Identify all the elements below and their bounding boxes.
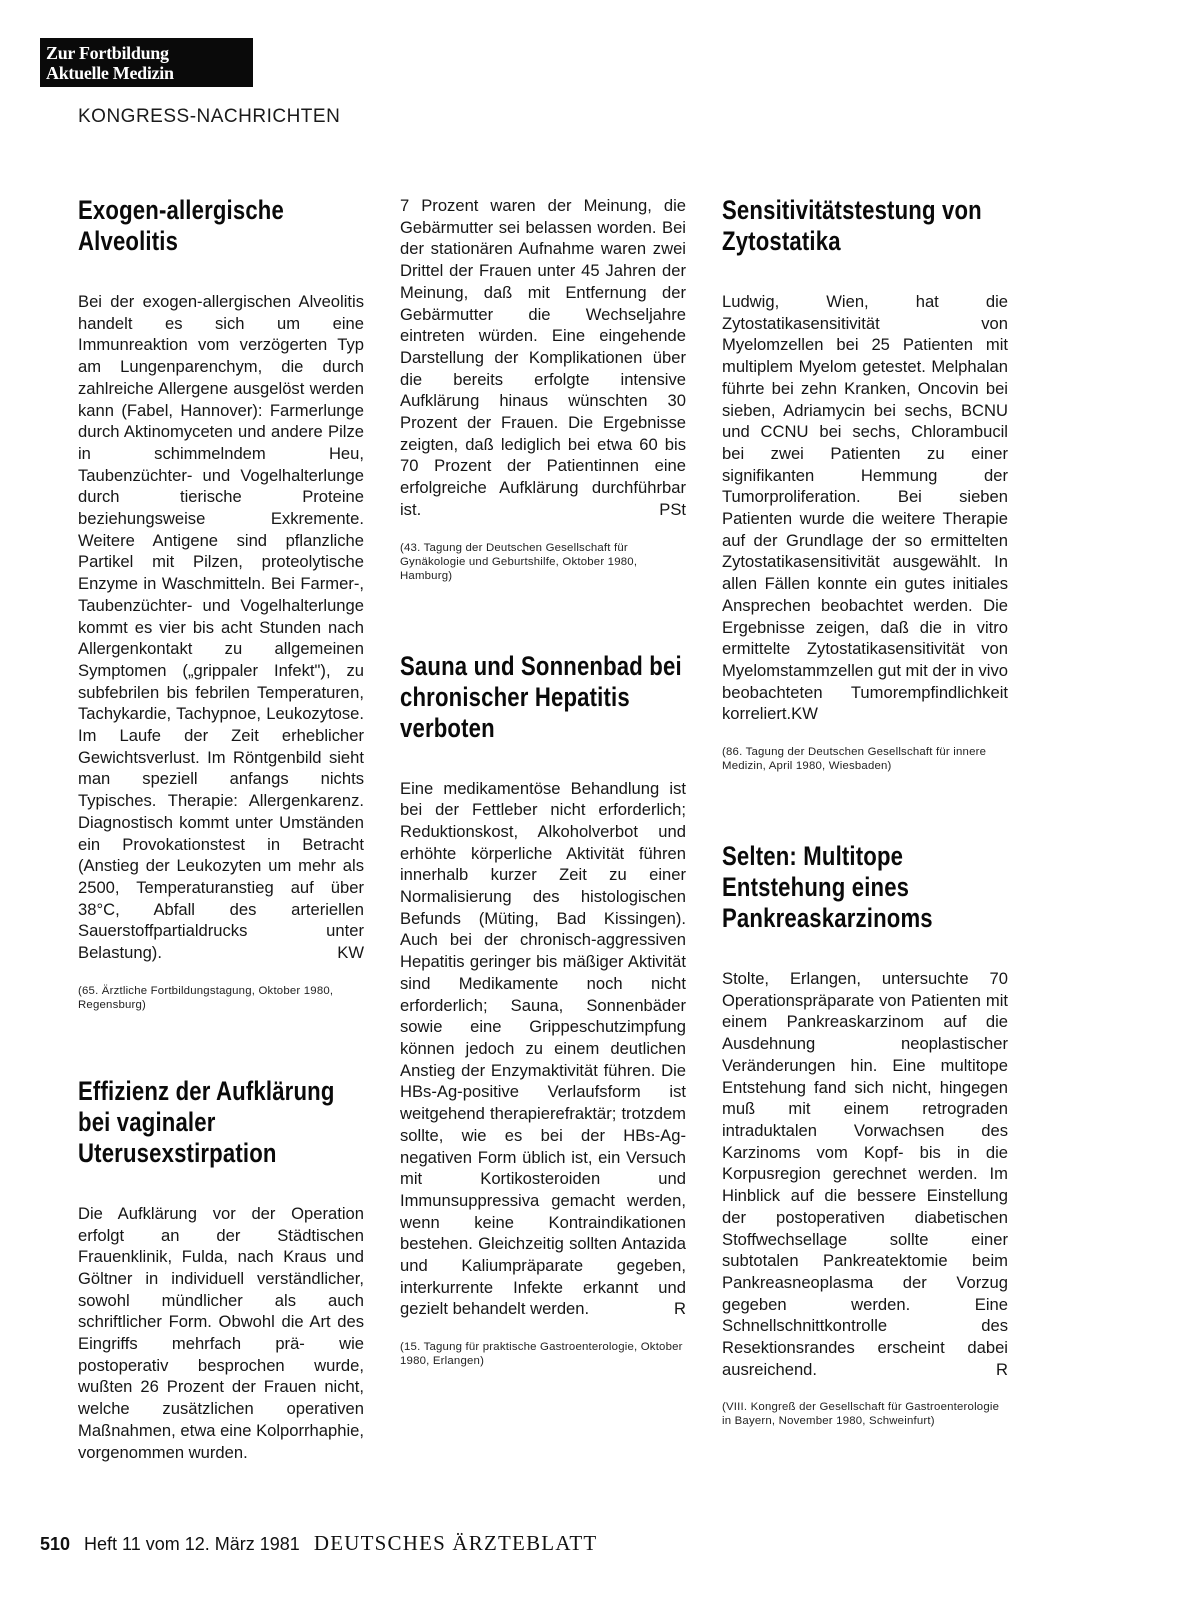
article-title: Sensitivitätstestung von Zytostatika: [722, 195, 982, 256]
badge-line-2: Aktuelle Medizin: [46, 63, 174, 83]
article-source: (86. Tagung der Deutschen Gesellschaft für innere Medizin, April 1980, Wiesbaden): [722, 746, 987, 773]
article-title: Effizienz der Aufklärung bei vaginaler Uterusexstirpation: [78, 1075, 335, 1168]
article-body-text: Ludwig, Wien, hat die Zytostatikasensitivität von Myelomzellen bei 25 Patienten mit multiplem Myelom getestet. Melphalan führte bei zehn Kranken, Oncovin bei sieben, Adriamycin bei sechs, BCNU und CCNU bei sechs, Chlorambucil bei zwei Patienten zu einer signifikanten Hemmung der Tumorproliferation. Bei sieben Patienten wurde die weitere Therapie auf der Grundlage der so ermittelten Zytostatikasensitivität ausgewählt. In allen Fällen konnte ein gutes initiales Ansprechen beobachtet werden. Die Ergebnisse zeigen, daß die in vitro ermittelte Zytostatikasensitivität von Myelomstammzellen gut mit der in vivo beobachteten Tumorempfindlichkeit korreliert.: [722, 292, 1008, 724]
article-title: Selten: Multitope Entstehung eines Pankreaskarzinoms: [722, 841, 933, 934]
article-title: Sauna und Sonnenbad bei chronischer Hepatitis verboten: [400, 650, 682, 743]
page-footer: [40, 1531, 597, 1556]
section-label: KONGRESS-NACHRICHTEN: [78, 106, 341, 127]
article-alveolitis: [78, 195, 364, 1012]
article-body: [722, 968, 1008, 1380]
article-body: [722, 291, 1008, 725]
article-body: [400, 778, 686, 1321]
article-body-text: Bei der exogen-allergischen Alveolitis handelt es sich um eine Immunreaktion vom verzögerten Typ am Lungenparenchym, die durch zahlreiche Allergene ausgelöst werden kann (Fabel, Hannover): Farmerlunge durch Aktinomyceten und andere Pilze in schimmelndem Heu, Taubenzüchter- und Vogelhalterlunge durch tierische Proteine beziehungsweise Exkremente. Weitere Antigene sind pflanzliche Partikel mit Pilzen, proteolytische Enzyme in Waschmitteln. Bei Farmer-, Taubenzüchter- und Vogelhalterlunge kommt es vier bis acht Stunden nach Allergenkontakt zu allgemeinen Symptomen („grippaler Infekt"), zu subfebrilen bis febrilen Temperaturen, Tachykardie, Tachypnoe, Leukozytose. Im Laufe der Zeit erheblicher Gewichtsverlust. Im Röntgenbild sieht man speziell anfangs nichts Typisches. Therapie: Allergenkarenz. Diagnostisch kommt unter Umständen ein Provokationstest in Betracht (Anstieg der Leukozyten um mehr als 2500, Temperaturanstieg auf über 38°C, Abfall des arteriellen Sauerstoffpartialdrucks unter Belastung).: [78, 292, 364, 963]
article-title: Exogen-allergische Alveolitis: [78, 195, 284, 256]
article-body-text: 7 Prozent waren der Meinung, die Gebärmutter sei belassen worden. Bei der stationären Aufnahme waren zwei Drittel der Frauen unter 45 Jahren der Meinung, daß mit Entfernung der Gebärmutter die Wechseljahre eintreten würden. Eine eingehende Darstellung der Komplikationen über die bereits erfolgte intensive Aufklärung hinaus wünschten 30 Prozent der Frauen. Die Ergebnisse zeigten, daß lediglich bei etwa 60 bis 70 Prozent der Patientinnen eine erfolgreiche Aufklärung durchführbar ist.: [400, 196, 686, 519]
article-source: (43. Tagung der Deutschen Gesellschaft für Gynäkologie und Geburtshilfe, Oktober 1980, Hamburg): [400, 541, 638, 582]
author-signature: R: [674, 1299, 686, 1319]
issue-info: Heft 11 vom 12. März 1981: [84, 1534, 300, 1554]
article-body: [78, 291, 364, 964]
badge-line-1: Zur Fortbildung: [46, 43, 169, 63]
article-source: (VIII. Kongreß der Gesellschaft für Gastroenterologie in Bayern, November 1980, Schweinfurt): [722, 1401, 1000, 1428]
article-zytostatika: [722, 195, 1008, 773]
author-signature: PSt: [659, 499, 686, 519]
article-body-text: Eine medikamentöse Behandlung ist bei der Fettleber nicht erforderlich; Reduktionskost, Alkoholverbot und erhöhte körperliche Aktivität führen innerhalb kurzer Zeit zu einer Normalisierung des histologischen Befunds (Müting, Bad Kissingen). Auch bei der chronisch-aggressiven Hepatitis geringer bis mäßiger Aktivität sind Medikamente noch nicht erforderlich; Sauna, Sonnenbäder sowie eine Grippeschutzimpfung können jedoch zu einem deutlichen Anstieg der Enzymaktivität führen. Die HBs-Ag-positive Verlaufsform ist weitgehend therapierefraktär; trotzdem sollte, wie es bei der HBs-Ag-negativen Form üblich ist, ein Versuch mit Kortikosteroiden und Immunsuppressiva gemacht werden, wenn keine Kontraindikationen bestehen. Gleichzeitig sollten Antazida und Kaliumpräparate gegeben, interkurrente Infekte erkannt und gezielt behandelt werden.: [400, 778, 686, 1319]
article-source: (15. Tagung für praktische Gastroenterologie, Oktober 1980, Erlangen): [400, 1341, 683, 1368]
article-aufklaerung-continued: [400, 195, 686, 583]
article-body-part-1: Die Aufklärung vor der Operation erfolgt an der Städtischen Frauenklinik, Fulda, nach Kraus und Göltner in individuell verständlicher, sowohl mündlicher als auch schriftlicher Form. Obwohl die Art des Eingriffs mehrfach prä- wie postoperativ besprochen wurde, wußten 26 Prozent der Frauen nicht, welche zusätzlichen operativen Maßnahmen, etwa eine Kolporrhaphie, vorgenommen wurden.: [78, 1203, 364, 1462]
article-body-text: Stolte, Erlangen, untersuchte 70 Operationspräparate von Patienten mit einem Pankreaskarzinom auf die Ausdehnung neoplastischer Veränderungen hin. Eine multitope Entstehung fand sich nicht, hingegen muß mit einem retrograden intraduktalen Vorwachsen des Karzinoms vom Kopf- bis in die Korpusregion gerechnet werden. Im Hinblick auf die bessere Einstellung der postoperativen diabetischen Stoffwechsellage sollte einer subtotalen Pankreatektomie beim Pankreasneoplasma der Vorzug gegeben werden. Eine Schnellschnittkontrolle des Resektionsrandes erscheint dabei ausreichend.: [722, 969, 1008, 1379]
article-body-part-2: [400, 195, 686, 521]
author-signature: KW: [791, 704, 818, 724]
column-2: [400, 195, 686, 1432]
article-pankreaskarzinom: [722, 841, 1008, 1428]
article-aufklaerung: [78, 1076, 364, 1463]
column-1: [78, 195, 364, 1527]
article-hepatitis: [400, 651, 686, 1369]
publication-name: DEUTSCHES ÄRZTEBLATT: [313, 1531, 598, 1555]
column-3: [722, 195, 1008, 1492]
page-number: 510: [40, 1534, 71, 1554]
section-badge: [40, 38, 253, 87]
author-signature: R: [996, 1359, 1008, 1379]
author-signature: KW: [337, 943, 364, 963]
article-source: (65. Ärztliche Fortbildungstagung, Oktober 1980, Regensburg): [78, 984, 334, 1011]
